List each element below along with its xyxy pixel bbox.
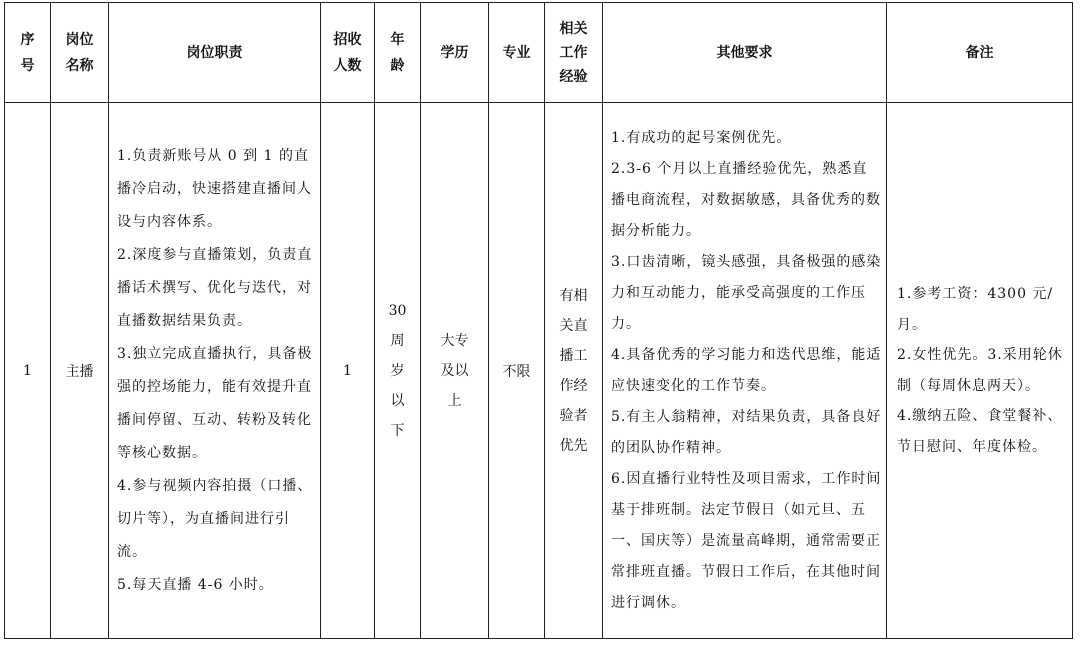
requirement-item: 1.有成功的起号案例优先。 — [611, 129, 792, 146]
header-seq: 序 号 — [5, 3, 51, 103]
remark-item: 4.缴纳五险、食堂餐补、节日慰问、年度体检。 — [897, 408, 1063, 455]
cell-headcount: 1 — [321, 103, 375, 639]
job-table — [4, 2, 1073, 639]
cell-duties — [109, 103, 321, 639]
header-position-name: 岗位 名称 — [51, 3, 109, 103]
duty-item: 5.每天直播 4-6 小时。 — [117, 576, 274, 593]
header-major: 专业 — [489, 3, 545, 103]
duty-item: 4.参与视频内容拍摄（口播、切片等），为直播间进行引流。 — [117, 477, 313, 560]
cell-other-requirements — [603, 103, 887, 639]
header-remarks: 备注 — [887, 3, 1073, 103]
remark-item: 1.参考工资：4300 元/月。 — [897, 286, 1054, 333]
duty-item: 2.深度参与直播策划，负责直播话术撰写、优化与迭代，对直播数据结果负责。 — [117, 246, 313, 329]
duty-item: 1.负责新账号从 0 到 1 的直播冷启动，快速搭建直播间人设与内容体系。 — [117, 147, 312, 230]
cell-seq: 1 — [5, 103, 51, 639]
header-experience: 相关 工作 经验 — [545, 3, 603, 103]
requirement-item: 3.口齿清晰，镜头感强，具备极强的感染力和互动能力，能承受高强度的工作压力。 — [611, 253, 882, 332]
cell-education: 大专 及以 上 — [421, 103, 489, 639]
requirement-item: 4.具备优秀的学习能力和迭代思维，能适应快速变化的工作节奏。 — [611, 346, 882, 394]
duty-item: 3.独立完成直播执行，具备极强的控场能力，能有效提升直播间停留、互动、转粉及转化等核心数据。 — [117, 345, 313, 461]
header-row — [5, 3, 1073, 103]
cell-age: 30 周 岁 以 下 — [375, 103, 421, 639]
cell-major: 不限 — [489, 103, 545, 639]
header-age: 年 龄 — [375, 3, 421, 103]
requirement-item: 2.3-6 个月以上直播经验优先，熟悉直播电商流程，对数据敏感，具备优秀的数据分析能力。 — [611, 160, 881, 239]
requirement-item: 6.因直播行业特性及项目需求，工作时间基于排班制。法定节假日（如元旦、五一、国庆等）是流量高峰期，通常需要正常排班直播。节假日工作后，在其他时间进行调休。 — [611, 470, 882, 611]
header-other-requirements: 其他要求 — [603, 3, 887, 103]
remark-item: 2.女性优先。3.采用轮休制（每周休息两天）。 — [897, 347, 1063, 394]
table-row — [5, 103, 1073, 639]
header-duties: 岗位职责 — [109, 3, 321, 103]
header-education: 学历 — [421, 3, 489, 103]
cell-experience: 有相 关直 播工 作经 验者 优先 — [545, 103, 603, 639]
header-headcount: 招收 人数 — [321, 3, 375, 103]
requirement-item: 5.有主人翁精神，对结果负责，具备良好的团队协作精神。 — [611, 408, 882, 456]
cell-remarks — [887, 103, 1073, 639]
cell-position-name: 主播 — [51, 103, 109, 639]
